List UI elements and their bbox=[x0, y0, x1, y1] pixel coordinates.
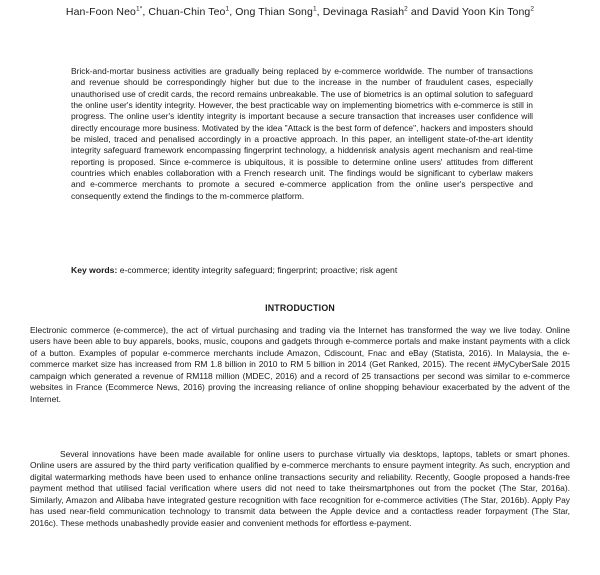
author-affiliation-mark: 1* bbox=[135, 5, 143, 13]
author-name: Chuan-Chin Teo bbox=[148, 6, 226, 18]
author-separator: , bbox=[142, 6, 149, 18]
author-separator: and bbox=[407, 6, 432, 18]
author-affiliation-mark: 1 bbox=[312, 5, 317, 13]
abstract-text: Brick-and-mortar business activities are gradually being replaced by e-commerce worldwide. The number of transactions and revenue should be correspondingly higher but due to the increase in the number of fraudulent cases, especially unauthorised use of credit cards, the record remains unbreakable. The use of biometrics is an optimal solution to safeguard the online user's identity integrity. However, the best practicable way on implementing biometrics with e-commerce is still in progress. The online user's identity integrity is important because a secure transaction that increases user confidence will directly encourage more business. Motivated by the idea "Attack is the best form of defence", hackers and imposters should be misled, traced and penalised accordingly in a proactive approach. In this paper, an intelligent state-of-the-art identity integrity safeguard framework encompassing fingerprint technology, a hiddenrisk analysis agent mechanism and real-time reporting is proposed. Since e-commerce is ubiquitous, it is possible to determine online users' attitudes from different countries which enables collaboration with a French research unit. The findings would be significant to cyberlaw makers and e-commerce merchants to promote a secured e-commerce application from the online user's perspective and consequently extend the findings to the m-commerce platform. bbox=[71, 66, 533, 201]
author-name: Han-Foon Neo bbox=[65, 6, 136, 18]
author-name: David Yoon Kin Tong bbox=[431, 6, 531, 18]
body-paragraph: Several innovations have been made available for online users to purchase virtually via desktops, laptops, tablets or smart phones. Online users are assured by the third party verification qualified by e-commerce merchants to ensure payment integrity. As such, encryption and digital watermarking methods have been used to enhance online transactions security and reliability. Recently, Google proposed a hands-free payment method that utilised facial verification where users did not need to take theirsmartphones out from the pocket (The Star, 2016a). Similarly, Amazon and Alibaba have integrated gesture recognition with face recognition for e-commerce activities (The Star, 2016b). Apply Pay has used near-field communication technology to transmit data between the Apple device and a contactless reader forpayment (The Star, 2016c). These methods unabashedly provide easier and convenient methods for effortless e-payment. bbox=[30, 449, 570, 528]
body-paragraph: Electronic commerce (e-commerce), the act of virtual purchasing and trading via the Internet has transformed the way we live today. Online users have been able to buy apparels, books, music, coupons and gadgets through e-commerce portals and make instant payments with a click of a button. Examples of popular e-commerce merchants include Amazon, Cdiscount, Fnac and eBay (Statista, 2016). In Malaysia, the e-commerce market size has increased from RM 1.8 billion in 2010 to RM 5 billion in 2014 (Get Ranked, 2015). The recent #MyCyberSale 2015 campaign which generated a revenue of RM118 million (MDEC, 2016) and a record of 25 transactions per second was similar to e-commerce websites in France (Ecommerce News, 2016) proving the increasing reliance of online shopping behaviour exacerbated by the advent of the Internet. bbox=[30, 325, 570, 404]
author-separator: , bbox=[229, 6, 236, 18]
author-list bbox=[0, 6, 600, 18]
keywords-label: Key words: bbox=[71, 265, 118, 275]
author-affiliation-mark: 2 bbox=[530, 5, 535, 13]
author-name: Ong Thian Song bbox=[235, 6, 313, 18]
author-affiliation-mark: 2 bbox=[404, 5, 408, 13]
author-affiliation-mark: 1 bbox=[225, 5, 230, 13]
keywords-line bbox=[71, 265, 533, 276]
section-heading-introduction: INTRODUCTION bbox=[265, 303, 335, 313]
author-separator: , bbox=[316, 6, 323, 18]
author-name: Devinaga Rasiah bbox=[322, 6, 405, 18]
keywords-list: e-commerce; identity integrity safeguard; fingerprint; proactive; risk agent bbox=[117, 265, 398, 275]
